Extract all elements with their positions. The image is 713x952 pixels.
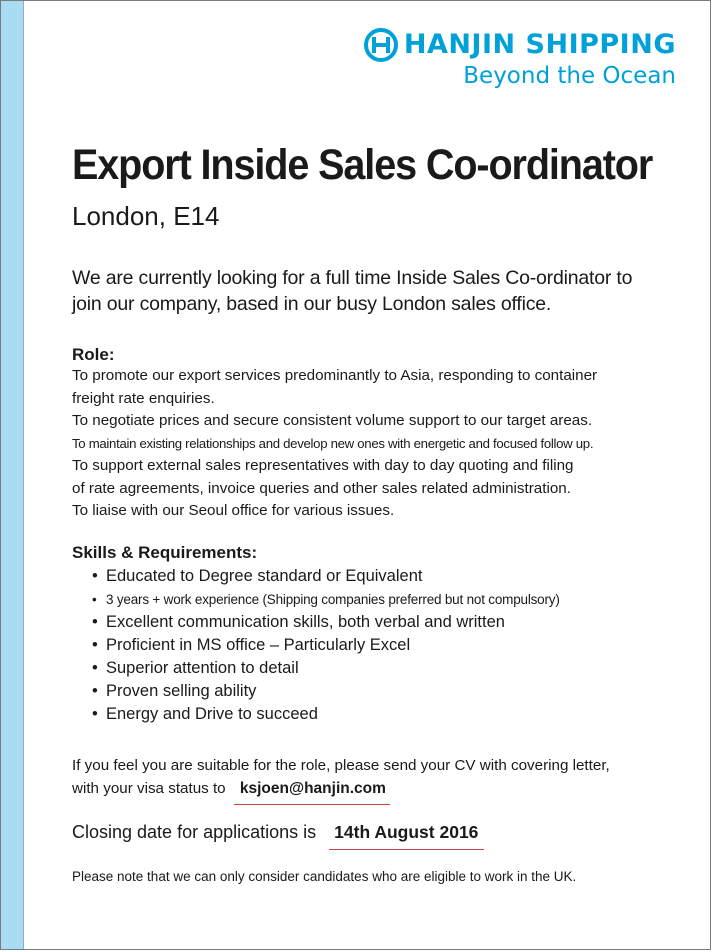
- advert-content: [72, 139, 672, 886]
- skill-text: Excellent communication skills, both verbal and written: [106, 612, 505, 631]
- job-intro: [72, 265, 672, 317]
- bullet-icon: •: [92, 681, 98, 700]
- skills-heading: Skills & Requirements:: [72, 542, 258, 562]
- logo-row: [364, 28, 676, 62]
- apply-line: [72, 777, 672, 805]
- skill-text: 3 years + work experience (Shipping companies preferred but not compulsory): [106, 591, 560, 607]
- apply-instructions: [72, 754, 672, 805]
- apply-line: If you feel you are suitable for the role, please send your CV with covering letter,: [72, 756, 610, 774]
- apply-email-link[interactable]: ksjoen@hanjin.com: [234, 777, 390, 805]
- closing-date: 14th August 2016: [329, 819, 484, 850]
- intro-line: join our company, based in our busy London sales office.: [72, 293, 552, 315]
- skill-item: [92, 680, 672, 703]
- eligibility-note: Please note that we can only consider candidates who are eligible to work in the UK.: [72, 868, 577, 884]
- skill-item: [92, 657, 672, 680]
- skill-item: [92, 588, 672, 611]
- logo-company-name: HANJIN SHIPPING: [403, 29, 676, 60]
- logo-tagline: Beyond the Ocean: [463, 63, 676, 89]
- skill-item: [92, 565, 672, 588]
- skills-list: [72, 565, 672, 726]
- role-line: To support external sales representatives with day to day quoting and filing: [72, 457, 574, 474]
- side-stripe: [1, 1, 24, 949]
- bullet-icon: •: [92, 635, 98, 654]
- bullet-icon: •: [92, 612, 98, 631]
- role-line: of rate agreements, invoice queries and other sales related administration.: [72, 479, 571, 497]
- skill-text: Proven selling ability: [106, 681, 257, 700]
- role-line: To promote our export services predominantly to Asia, responding to container: [72, 367, 598, 384]
- bullet-icon: •: [92, 704, 98, 723]
- role-line: To negotiate prices and secure consistent volume support to our target areas.: [72, 412, 593, 429]
- bullet-icon: •: [92, 566, 98, 585]
- bullet-icon: •: [92, 658, 98, 677]
- role-line: To maintain existing relationships and develop new ones with energetic and focused follow up.: [72, 435, 594, 451]
- skill-item: [92, 634, 672, 657]
- skill-text: Superior attention to detail: [106, 658, 299, 677]
- company-logo: [364, 28, 676, 90]
- hanjin-logo-icon: [364, 28, 398, 62]
- skill-text: Educated to Degree standard or Equivalent: [106, 566, 423, 585]
- role-line: To liaise with our Seoul office for various issues.: [72, 502, 395, 519]
- skill-text: Energy and Drive to succeed: [106, 704, 318, 723]
- skill-item: [92, 611, 672, 634]
- skill-text: Proficient in MS office – Particularly Excel: [106, 635, 411, 654]
- bullet-icon: •: [92, 591, 97, 607]
- closing-label: Closing date for applications is: [72, 821, 317, 842]
- skill-item: [92, 703, 672, 726]
- job-title: Export Inside Sales Co-ordinator: [72, 141, 653, 189]
- intro-line: We are currently looking for a full time Inside Sales Co-ordinator to: [72, 267, 633, 289]
- role-list: [72, 365, 672, 523]
- apply-line-prefix: with your visa status to: [72, 779, 226, 797]
- role-heading: Role:: [72, 345, 115, 364]
- closing-date-line: [72, 819, 672, 850]
- job-location: London, E14: [72, 201, 220, 231]
- role-line: freight rate enquiries.: [72, 389, 215, 407]
